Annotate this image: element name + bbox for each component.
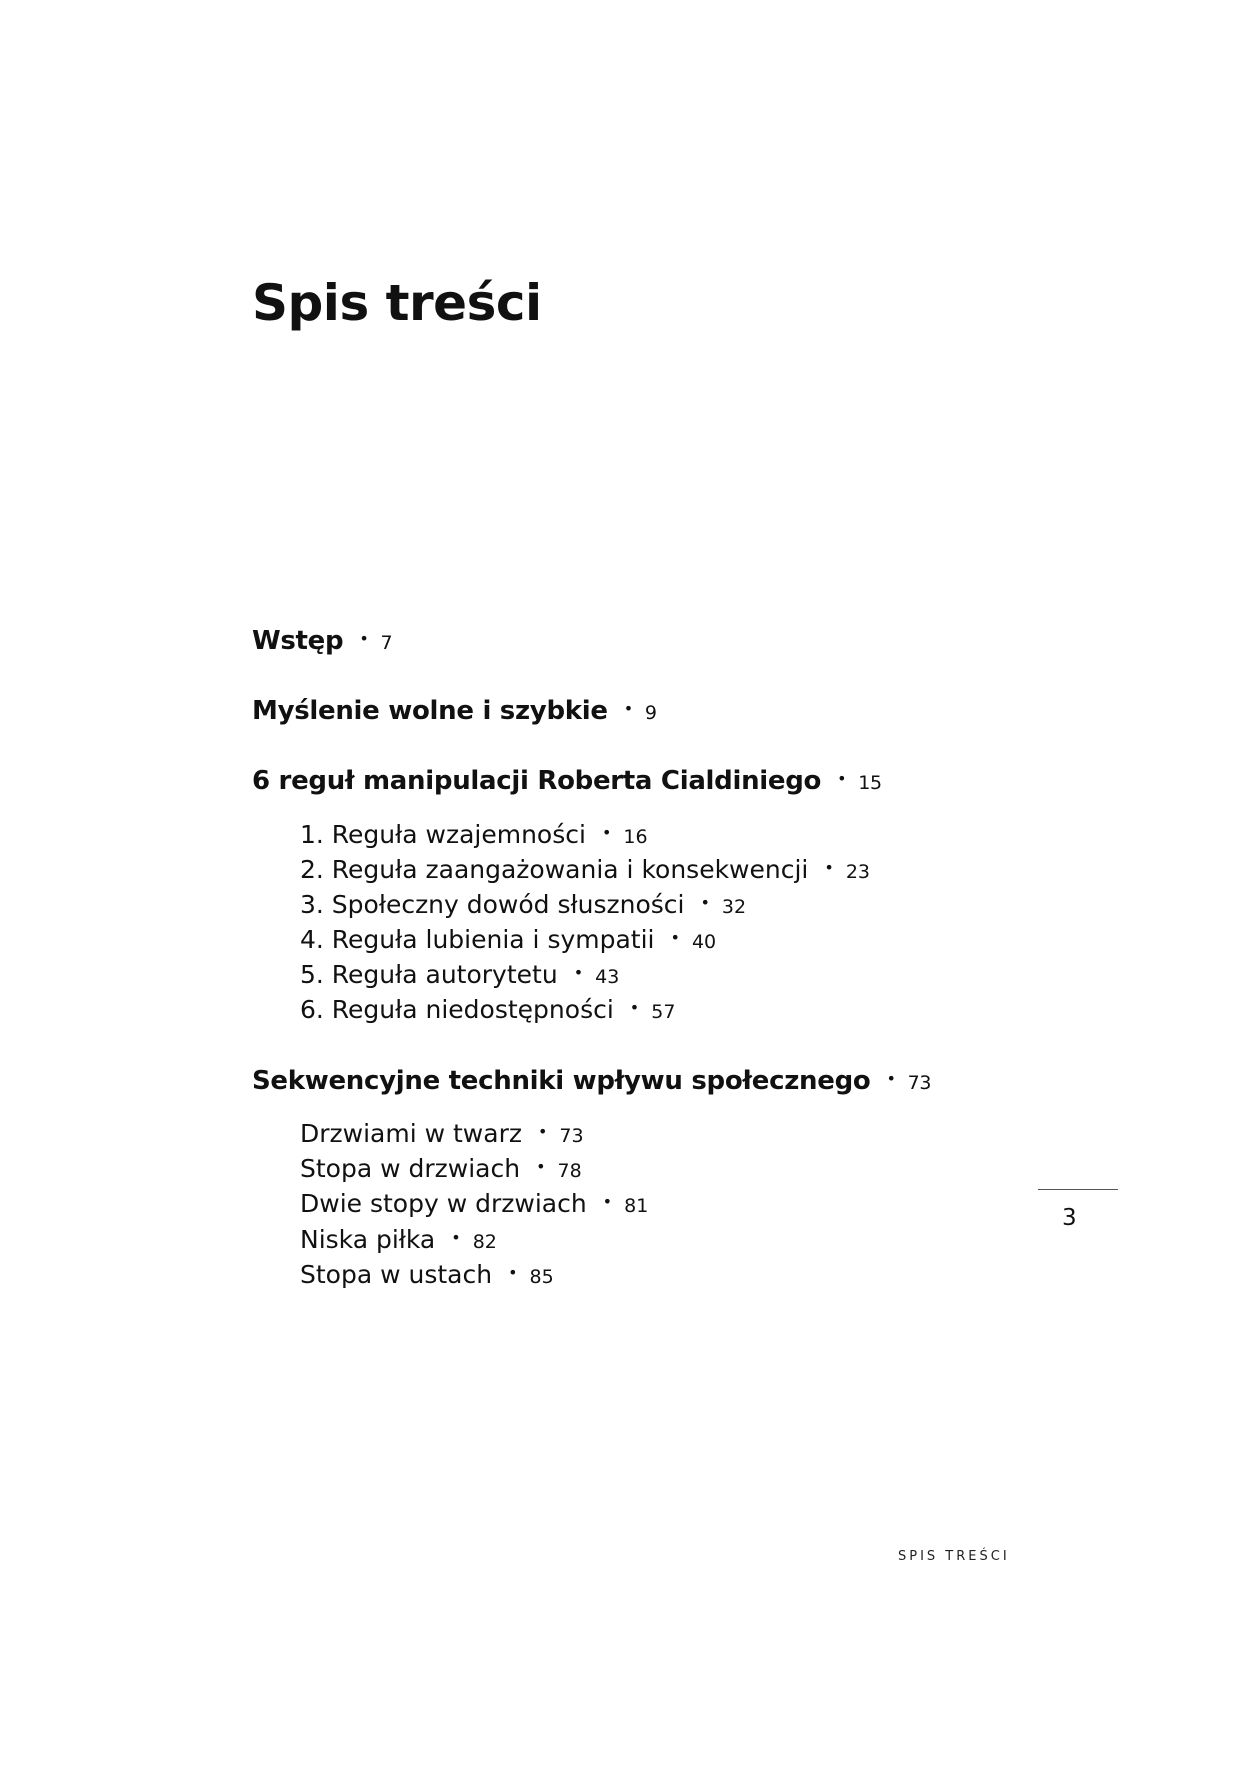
toc-page-number: 82 <box>472 1231 497 1253</box>
toc-bullet: • <box>573 963 584 982</box>
toc-entry-label: Stopa w drzwiach <box>300 1154 521 1183</box>
toc-page-number: 16 <box>623 826 648 848</box>
toc-page-number: 15 <box>858 772 882 794</box>
toc-entry-label: Dwie stopy w drzwiach <box>300 1189 587 1218</box>
toc-subentry <box>300 997 675 1022</box>
toc-bullet: • <box>451 1228 461 1247</box>
toc-bullet: • <box>602 1192 613 1211</box>
toc-entry-label: Niska piłka <box>300 1225 436 1254</box>
toc-page-number: 43 <box>595 966 620 988</box>
toc-bullet: • <box>508 1263 518 1282</box>
toc-bullet: • <box>623 698 633 718</box>
toc-page-number: 81 <box>624 1195 649 1217</box>
toc-entry-label: 6. Reguła niedostępności <box>300 995 614 1024</box>
toc-bullet: • <box>359 628 369 648</box>
toc-page-number: 32 <box>721 896 747 918</box>
toc-entry-label: 1. Reguła wzajemności <box>300 820 586 849</box>
toc-page-number: 40 <box>691 931 717 953</box>
toc-bullet: • <box>601 823 612 842</box>
toc-page-number: 7 <box>380 632 393 654</box>
toc-page-number: 57 <box>651 1001 676 1023</box>
toc-subentry <box>300 857 870 882</box>
toc-subentry <box>300 822 648 847</box>
toc-subentry <box>300 927 716 952</box>
toc-page-number: 73 <box>559 1125 584 1147</box>
running-footer: SPIS TREŚCI <box>898 1549 1010 1564</box>
toc-entry-label: Drzwiami w twarz <box>300 1119 522 1148</box>
toc-bullet: • <box>537 1122 548 1141</box>
page-number: 3 <box>1062 1205 1077 1231</box>
folio-rule <box>1038 1189 1118 1190</box>
toc-entry-thinking <box>252 698 657 724</box>
toc-subentry <box>300 892 746 917</box>
toc-page-number: 73 <box>907 1072 932 1094</box>
toc-bullet: • <box>886 1068 896 1088</box>
toc-entry-introduction <box>252 628 392 654</box>
toc-bullet: • <box>824 858 834 877</box>
toc-subentry <box>300 962 619 987</box>
toc-subentry <box>300 1191 648 1216</box>
toc-bullet: • <box>700 893 710 912</box>
toc-page-number: 78 <box>557 1160 582 1182</box>
page-title: Spis treści <box>252 274 542 332</box>
toc-entry-label: 3. Społeczny dowód słuszności <box>300 890 685 919</box>
toc-page-number: 85 <box>529 1266 554 1288</box>
toc-subentry <box>300 1121 584 1146</box>
toc-subentry <box>300 1156 582 1181</box>
toc-bullet: • <box>670 928 680 947</box>
toc-subentry <box>300 1227 497 1252</box>
toc-bullet: • <box>536 1157 546 1176</box>
toc-entry-label: 4. Reguła lubienia i sympatii <box>300 925 655 954</box>
toc-page-number: 9 <box>644 702 657 724</box>
toc-entry-sequential-techniques <box>252 1068 931 1094</box>
toc-entry-label: 5. Reguła autorytetu <box>300 960 558 989</box>
toc-entry-label: Stopa w ustach <box>300 1260 493 1289</box>
toc-entry-label: Myślenie wolne i szybkie <box>252 696 608 726</box>
toc-entry-label: Wstęp <box>252 626 344 656</box>
toc-entry-cialdini-rules <box>252 768 882 794</box>
toc-bullet: • <box>629 998 640 1017</box>
toc-entry-label: Sekwencyjne techniki wpływu społecznego <box>252 1066 871 1096</box>
toc-bullet: • <box>837 768 847 788</box>
toc-page-number: 23 <box>845 861 870 883</box>
toc-entry-label: 2. Reguła zaangażowania i konsekwencji <box>300 855 809 884</box>
toc-entry-label: 6 reguł manipulacji Roberta Cialdiniego <box>252 766 822 796</box>
toc-subentry <box>300 1262 554 1287</box>
